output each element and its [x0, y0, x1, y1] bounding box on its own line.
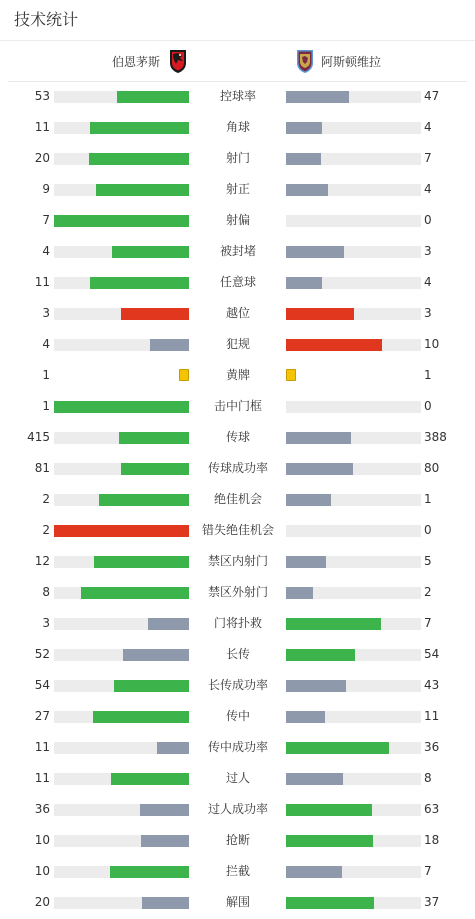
away-stat-value: 37 [424, 895, 440, 909]
away-stat-bar-fill [286, 835, 373, 847]
stat-label: 被封堵 [219, 244, 256, 258]
home-stat-value: 4 [42, 244, 50, 258]
home-stat-bar-fill [90, 122, 189, 134]
away-stat-bar-track [286, 246, 421, 258]
home-stat-value: 54 [34, 678, 50, 692]
home-stat-bar-track [54, 587, 189, 599]
home-stat-value: 81 [34, 461, 50, 475]
home-stat-bar-fill [110, 866, 189, 878]
away-stat-bar-track [286, 277, 421, 289]
away-stat-bar-track [286, 525, 421, 537]
stat-label: 过人成功率 [207, 802, 268, 816]
away-stat-bar-fill [286, 153, 321, 165]
stat-label: 禁区内射门 [207, 554, 268, 568]
away-stat-bar-fill [286, 432, 351, 444]
away-stat-bar-fill [286, 184, 328, 196]
home-stat-value: 10 [34, 833, 50, 847]
home-stat-bar-track [54, 804, 189, 816]
away-stat-value: 8 [424, 771, 432, 785]
stat-row [0, 360, 475, 391]
away-stat-value: 80 [424, 461, 440, 475]
away-stat-bar-track [286, 215, 421, 227]
away-stat-bar-track [286, 494, 421, 506]
away-stat-value: 4 [424, 120, 432, 134]
stat-label: 过人 [225, 771, 250, 785]
home-stat-bar-track [54, 246, 189, 258]
home-stat-bar-track [54, 339, 189, 351]
away-stat-value: 36 [424, 740, 440, 754]
away-stat-bar-fill [286, 711, 325, 723]
home-stat-bar-track [54, 277, 189, 289]
away-stat-bar-track [286, 835, 421, 847]
away-stat-bar-fill [286, 246, 344, 258]
home-stat-bar-track [54, 742, 189, 754]
home-stat-bar-track [54, 897, 189, 909]
away-stat-value: 10 [424, 337, 440, 351]
home-stat-bar-track [54, 773, 189, 785]
home-stat-value: 1 [42, 399, 50, 413]
away-stat-bar-track [286, 463, 421, 475]
stat-label: 抢断 [225, 833, 250, 847]
home-team-name: 伯恩茅斯 [111, 54, 160, 69]
away-stat-bar-fill [286, 91, 349, 103]
home-stat-bar-track [54, 835, 189, 847]
home-stat-value: 2 [42, 523, 50, 537]
away-stat-bar-fill [286, 339, 382, 351]
away-stat-value: 5 [424, 554, 432, 568]
stat-row [0, 236, 475, 267]
stat-row [0, 143, 475, 174]
stat-label: 黄牌 [225, 368, 250, 382]
home-stat-value: 20 [34, 151, 50, 165]
stat-label: 禁区外射门 [207, 585, 268, 599]
away-stat-bar-fill [286, 680, 346, 692]
home-stat-bar-track [54, 122, 189, 134]
stats-list [0, 81, 475, 918]
home-stat-bar-track [54, 556, 189, 568]
away-stat-value: 11 [424, 709, 440, 723]
home-stat-bar-track [54, 91, 189, 103]
home-stat-bar-fill [54, 525, 189, 537]
stat-row [0, 267, 475, 298]
home-team-header [112, 48, 188, 74]
home-stat-bar-track [54, 711, 189, 723]
away-stat-value: 7 [424, 151, 432, 165]
home-stat-value: 10 [34, 864, 50, 878]
aston-villa-crest-icon [295, 48, 315, 74]
stat-row [0, 608, 475, 639]
stat-label: 传球 [225, 430, 250, 444]
section-title: 技术统计 [14, 10, 79, 29]
home-stat-bar-fill [157, 742, 189, 754]
away-stat-bar-fill [286, 618, 381, 630]
away-stat-bar-track [286, 680, 421, 692]
away-stat-value: 388 [424, 430, 447, 444]
away-stat-value: 54 [424, 647, 440, 661]
home-stat-bar-track [54, 401, 189, 413]
stat-row [0, 174, 475, 205]
stat-label: 绝佳机会 [213, 492, 262, 506]
home-stat-bar-fill [94, 556, 189, 568]
home-stat-bar-track [54, 525, 189, 537]
stat-row [0, 422, 475, 453]
home-stat-bar-fill [148, 618, 189, 630]
home-yellow-card-icon [179, 369, 189, 381]
away-stat-bar-track [286, 742, 421, 754]
away-stat-bar-track [286, 773, 421, 785]
home-stat-value: 3 [42, 306, 50, 320]
stat-row [0, 670, 475, 701]
stat-row [0, 794, 475, 825]
home-stat-bar-fill [93, 711, 189, 723]
away-stat-value: 3 [424, 244, 432, 258]
away-stat-value: 7 [424, 864, 432, 878]
away-stat-bar-track [286, 618, 421, 630]
home-stat-value: 2 [42, 492, 50, 506]
home-stat-value: 52 [34, 647, 50, 661]
home-stat-value: 27 [34, 709, 50, 723]
away-stat-bar-track [286, 897, 421, 909]
away-stat-bar-track [286, 153, 421, 165]
stat-row [0, 329, 475, 360]
home-stat-bar-track [54, 184, 189, 196]
home-stat-bar-fill [142, 897, 189, 909]
away-stat-bar-track [286, 587, 421, 599]
away-stat-bar-track [286, 184, 421, 196]
home-stat-bar-fill [121, 463, 189, 475]
home-stat-bar-fill [54, 215, 189, 227]
away-stat-bar-track [286, 122, 421, 134]
away-stat-bar-fill [286, 308, 354, 320]
away-stat-value: 1 [424, 368, 432, 382]
home-stat-bar-track [54, 618, 189, 630]
away-stat-bar-track [286, 339, 421, 351]
away-stat-bar-fill [286, 897, 374, 909]
home-stat-bar-fill [141, 835, 189, 847]
home-stat-bar-fill [111, 773, 189, 785]
bournemouth-crest-icon [168, 48, 188, 74]
stat-row [0, 298, 475, 329]
home-stat-bar-track [54, 494, 189, 506]
stat-label: 拦截 [225, 864, 250, 878]
stat-label: 角球 [225, 120, 250, 134]
stat-row [0, 639, 475, 670]
stat-label: 长传 [225, 647, 250, 661]
stat-label: 传中 [225, 709, 250, 723]
away-stat-bar-track [286, 308, 421, 320]
away-stat-value: 63 [424, 802, 440, 816]
home-stat-bar-fill [81, 587, 189, 599]
home-stat-bar-track [54, 308, 189, 320]
home-stat-value: 11 [34, 771, 50, 785]
stat-row [0, 391, 475, 422]
stat-row [0, 577, 475, 608]
away-stat-value: 47 [424, 89, 440, 103]
away-stat-bar-fill [286, 277, 322, 289]
stat-label: 犯规 [225, 337, 250, 351]
home-stat-value: 11 [34, 275, 50, 289]
stat-row [0, 515, 475, 546]
away-stat-value: 0 [424, 213, 432, 227]
home-stat-bar-track [54, 153, 189, 165]
away-stat-bar-fill [286, 649, 355, 661]
title-divider [0, 40, 475, 41]
stat-label: 射门 [225, 151, 250, 165]
away-stat-bar-fill [286, 587, 313, 599]
stat-row [0, 825, 475, 856]
stat-row [0, 701, 475, 732]
away-stat-value: 43 [424, 678, 440, 692]
home-stat-bar-fill [117, 91, 189, 103]
home-stat-value: 415 [27, 430, 50, 444]
home-stat-value: 12 [34, 554, 50, 568]
away-team-header [295, 48, 381, 74]
stat-label: 击中门框 [213, 399, 262, 413]
away-stat-value: 18 [424, 833, 440, 847]
away-stat-bar-fill [286, 556, 326, 568]
stat-label: 解围 [225, 895, 250, 909]
away-stat-bar-track [286, 91, 421, 103]
stat-label: 越位 [225, 306, 250, 320]
home-stat-bar-fill [114, 680, 189, 692]
home-stat-value: 53 [34, 89, 50, 103]
home-stat-bar-fill [121, 308, 189, 320]
stat-label: 任意球 [219, 275, 256, 289]
away-stat-bar-track [286, 432, 421, 444]
stat-row [0, 205, 475, 236]
stat-label: 错失绝佳机会 [201, 523, 274, 537]
away-stat-bar-fill [286, 122, 322, 134]
away-stat-bar-fill [286, 494, 331, 506]
home-stat-value: 1 [42, 368, 50, 382]
stat-label: 射偏 [225, 213, 250, 227]
home-stat-value: 8 [42, 585, 50, 599]
home-stat-value: 11 [34, 740, 50, 754]
away-stat-bar-track [286, 711, 421, 723]
away-stat-bar-track [286, 804, 421, 816]
home-stat-bar-fill [119, 432, 189, 444]
away-stat-bar-track [286, 556, 421, 568]
away-stat-value: 4 [424, 182, 432, 196]
away-stat-value: 3 [424, 306, 432, 320]
away-stat-bar-fill [286, 804, 372, 816]
home-stat-value: 3 [42, 616, 50, 630]
away-stat-bar-fill [286, 742, 389, 754]
away-stat-value: 1 [424, 492, 432, 506]
home-stat-bar-track [54, 215, 189, 227]
stat-row [0, 453, 475, 484]
home-stat-bar-track [54, 432, 189, 444]
home-stat-bar-fill [123, 649, 189, 661]
home-stat-value: 20 [34, 895, 50, 909]
home-stat-bar-track [54, 866, 189, 878]
away-stat-value: 0 [424, 399, 432, 413]
home-stat-value: 9 [42, 182, 50, 196]
away-stat-bar-fill [286, 866, 342, 878]
away-stat-value: 4 [424, 275, 432, 289]
stat-row [0, 112, 475, 143]
home-stat-bar-track [54, 463, 189, 475]
home-stat-bar-fill [54, 401, 189, 413]
home-stat-bar-fill [90, 277, 189, 289]
home-stat-bar-fill [112, 246, 189, 258]
stat-row [0, 887, 475, 918]
home-stat-value: 4 [42, 337, 50, 351]
stat-row [0, 856, 475, 887]
home-stat-bar-fill [140, 804, 189, 816]
home-stat-value: 7 [42, 213, 50, 227]
home-stat-value: 36 [34, 802, 50, 816]
away-stat-value: 0 [424, 523, 432, 537]
home-stat-bar-fill [89, 153, 189, 165]
stat-row [0, 484, 475, 515]
away-stat-bar-track [286, 866, 421, 878]
away-stat-value: 7 [424, 616, 432, 630]
stat-label: 射正 [225, 182, 250, 196]
home-stat-bar-track [54, 680, 189, 692]
away-stat-value: 2 [424, 585, 432, 599]
stat-row [0, 81, 475, 112]
stat-label: 门将扑救 [213, 616, 262, 630]
away-stat-bar-track [286, 649, 421, 661]
away-stat-bar-fill [286, 773, 343, 785]
away-yellow-card-icon [286, 369, 296, 381]
home-stat-bar-track [54, 649, 189, 661]
stat-label: 长传成功率 [207, 678, 268, 692]
away-stat-bar-fill [286, 463, 353, 475]
home-stat-bar-fill [96, 184, 189, 196]
home-stat-bar-fill [99, 494, 189, 506]
stat-row [0, 732, 475, 763]
home-stat-bar-fill [150, 339, 189, 351]
stat-label: 传球成功率 [207, 461, 268, 475]
stat-label: 控球率 [219, 89, 256, 103]
stat-row [0, 546, 475, 577]
home-stat-value: 11 [34, 120, 50, 134]
away-stat-bar-track [286, 401, 421, 413]
stat-row [0, 763, 475, 794]
away-team-name: 阿斯顿维拉 [321, 54, 382, 69]
stat-label: 传中成功率 [207, 740, 268, 754]
